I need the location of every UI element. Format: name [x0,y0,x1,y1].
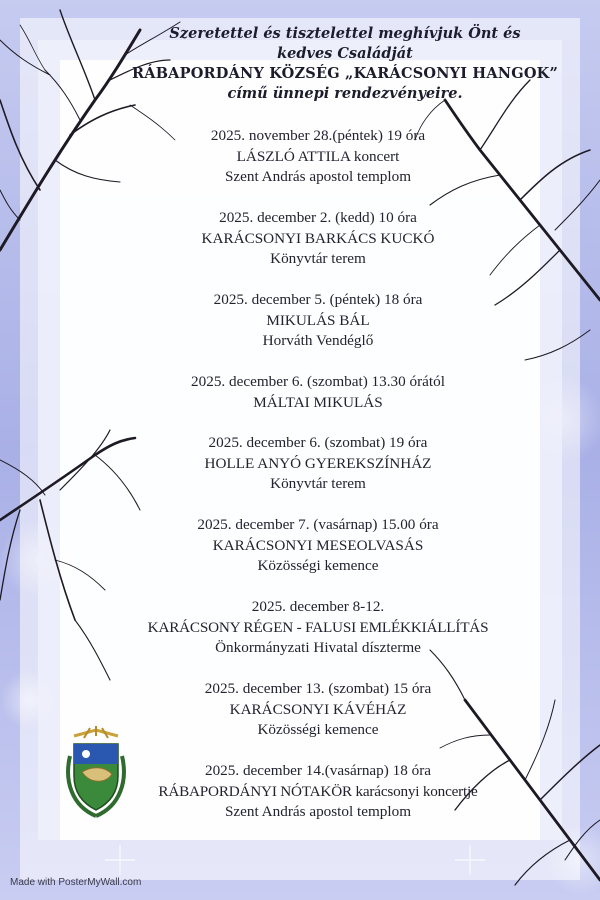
event-item [118,515,518,597]
event-title: RÁBAPORDÁNYI NÓTAKÖR karácsonyi koncertje [158,782,478,800]
event-item [118,597,518,679]
event-date: 2025. december 5. (péntek) 18 óra [213,291,423,308]
event-item [118,433,518,515]
event-title: KARÁCSONY RÉGEN - FALUSI EMLÉKKIÁLLÍTÁS [147,618,489,636]
event-title: LÁSZLÓ ATTILA koncert [236,147,400,165]
event-title: HOLLE ANYÓ GYEREKSZÍNHÁZ [204,454,432,472]
event-item [118,761,518,843]
event-item [118,290,518,372]
event-item [118,372,518,433]
header-line-1: Szeretettel és tisztelettel meghívjuk Önt és [169,25,521,42]
event-date: 2025. december 7. (vasárnap) 15.00 óra [197,516,439,533]
header-line-2: kedves Családját [277,45,413,62]
footer-credit: Made with PosterMyWall.com [10,877,142,888]
event-title: KARÁCSONYI KÁVÉHÁZ [229,700,407,718]
event-date: 2025. december 13. (szombat) 15 óra [204,680,432,697]
event-title: MIKULÁS BÁL [266,311,370,329]
invitation-header [130,24,560,104]
event-place: Szent András apostol templom [224,803,412,820]
event-date: 2025. december 8-12. [251,598,385,615]
event-date: 2025. december 2. (kedd) 10 óra [219,209,417,226]
event-list [118,126,518,843]
event-place: Könyvtár terem [270,250,366,267]
event-date: 2025. december 6. (szombat) 13.30 órától [191,373,445,390]
event-place: Szent András apostol templom [224,168,412,185]
event-place: Könyvtár terem [270,475,366,492]
event-place: Közösségi kemence [257,557,379,574]
event-item [118,679,518,761]
event-date: 2025. december 14.(vasárnap) 18 óra [204,762,432,779]
header-line-4: című ünnepi rendezvényeire. [227,85,463,102]
event-date: 2025. december 6. (szombat) 19 óra [208,434,428,451]
event-title: MÁLTAI MIKULÁS [253,393,383,411]
event-place: Önkormányzati Hivatal díszterme [215,639,421,656]
event-place: Horváth Vendéglő [262,332,374,349]
event-item [118,126,518,208]
village-coat-of-arms-icon [64,726,128,818]
event-place: Közösségi kemence [257,721,379,738]
event-title: KARÁCSONYI MESEOLVASÁS [212,536,424,554]
event-title: KARÁCSONYI BARKÁCS KUCKÓ [201,229,435,247]
event-item [118,208,518,290]
event-date: 2025. november 28.(péntek) 19 óra [210,127,426,144]
header-line-3: RÁBAPORDÁNY KÖZSÉG „KARÁCSONYI HANGOK” [132,65,558,82]
